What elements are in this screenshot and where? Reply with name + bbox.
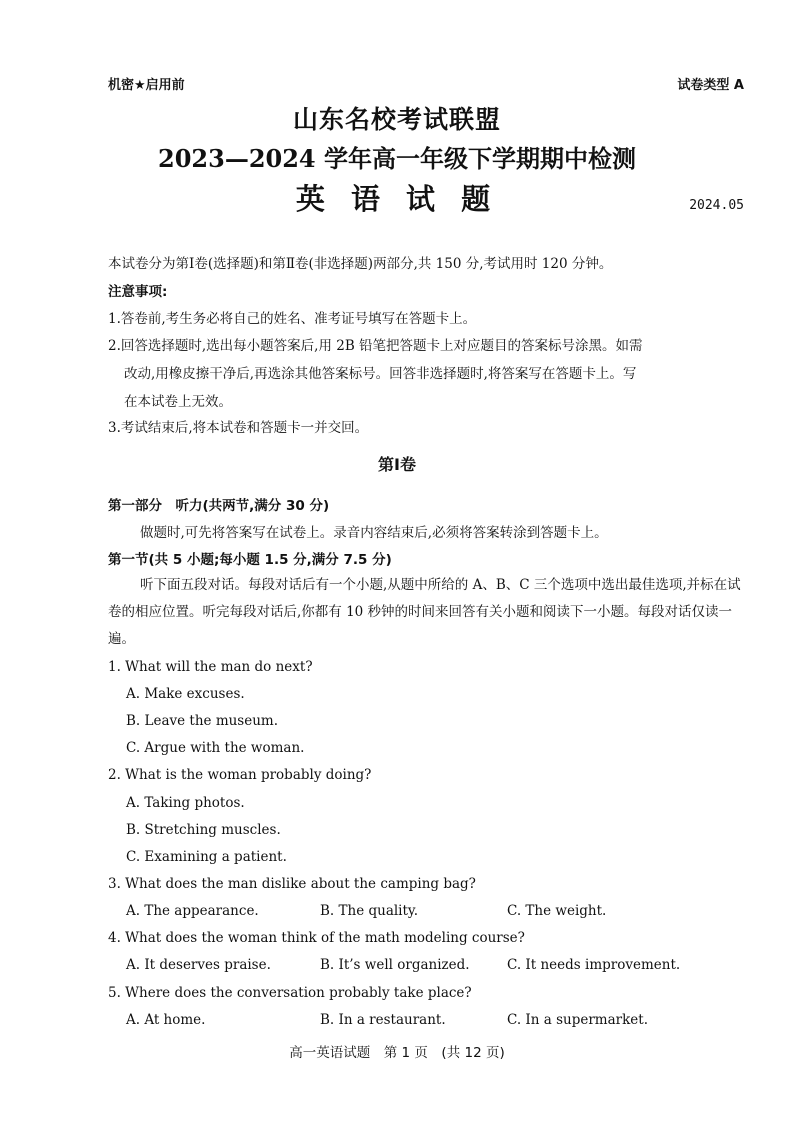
q4-option-a: A. It deserves praise.: [126, 957, 271, 973]
note-1: 1.答卷前,考生务必将自己的姓名、准考证号填写在答题卡上。: [108, 311, 477, 327]
q5-options: [126, 1012, 746, 1028]
subject-title: 英 语 试 题: [295, 182, 499, 216]
q3-options: [126, 903, 746, 919]
q2-option-c: C. Examining a patient.: [126, 849, 287, 865]
confidential-label: 机密★启用前: [108, 78, 185, 93]
notes-title: 注意事项:: [108, 284, 168, 300]
q5-option-a: A. At home.: [126, 1012, 206, 1028]
exam-term-title: 2023—2024 学年高一年级下学期期中检测: [158, 144, 636, 173]
question-3: 3. What does the man dislike about the camping bag?: [108, 876, 476, 892]
section1-title: 第一节(共 5 小题;每小题 1.5 分,满分 7.5 分): [108, 552, 392, 568]
question-5: 5. Where does the conversation probably take place?: [108, 985, 472, 1001]
q1-option-c: C. Argue with the woman.: [126, 740, 305, 756]
part1-description: 做题时,可先将答案写在试卷上。录音内容结束后,必须将答案转涂到答题卡上。: [140, 525, 608, 541]
note-2: [108, 332, 748, 416]
q4-option-b: B. It’s well organized.: [320, 957, 470, 973]
note-3: 3.考试结束后,将本试卷和答题卡一并交回。: [108, 420, 369, 436]
exam-organization-title: 山东名校考试联盟: [292, 105, 501, 134]
q5-option-c: C. In a supermarket.: [507, 1012, 648, 1028]
q1-option-b: B. Leave the museum.: [126, 713, 279, 729]
intro-text: 本试卷分为第Ⅰ卷(选择题)和第Ⅱ卷(非选择题)两部分,共 150 分,考试用时 120 分钟。: [108, 256, 613, 272]
q3-option-c: C. The weight.: [507, 903, 607, 919]
volume-heading: 第Ⅰ卷: [378, 455, 416, 474]
part1-title: 第一部分 听力(共两节,满分 30 分): [108, 498, 330, 514]
note-2-line-1: 2.回答选择题时,选出每小题答案后,用 2B 铅笔把答题卡上对应题目的答案标号涂黑。如需: [108, 338, 643, 354]
q5-option-b: B. In a restaurant.: [320, 1012, 446, 1028]
exam-date: 2024.05: [689, 198, 744, 213]
q4-option-c: C. It needs improvement.: [507, 957, 681, 973]
question-2: 2. What is the woman probably doing?: [108, 767, 372, 783]
q2-option-b: B. Stretching muscles.: [126, 822, 281, 838]
q3-option-b: B. The quality.: [320, 903, 419, 919]
question-1: 1. What will the man do next?: [108, 659, 313, 675]
note-2-line-2: 改动,用橡皮擦干净后,再选涂其他答案标号。回答非选择题时,将答案写在答题卡上。写: [124, 366, 637, 382]
q4-options: [126, 957, 746, 973]
section1-description: 听下面五段对话。每段对话后有一个小题,从题中所给的 A、B、C 三个选项中选出最佳选项,并标在试卷的相应位置。听完每段对话后,你都有 10 秒钟的时间来回答有关小题和阅读下一小题。每段对话仅读一遍。: [108, 577, 741, 647]
question-4: 4. What does the woman think of the math modeling course?: [108, 930, 525, 946]
page-footer: 高一英语试题 第 1 页 (共 12 页): [289, 1045, 505, 1061]
note-2-line-3: 在本试卷上无效。: [124, 394, 232, 410]
paper-type-label: 试卷类型 A: [677, 78, 744, 93]
q3-option-a: A. The appearance.: [126, 903, 259, 919]
q2-option-a: A. Taking photos.: [126, 795, 245, 811]
q1-option-a: A. Make excuses.: [126, 686, 245, 702]
